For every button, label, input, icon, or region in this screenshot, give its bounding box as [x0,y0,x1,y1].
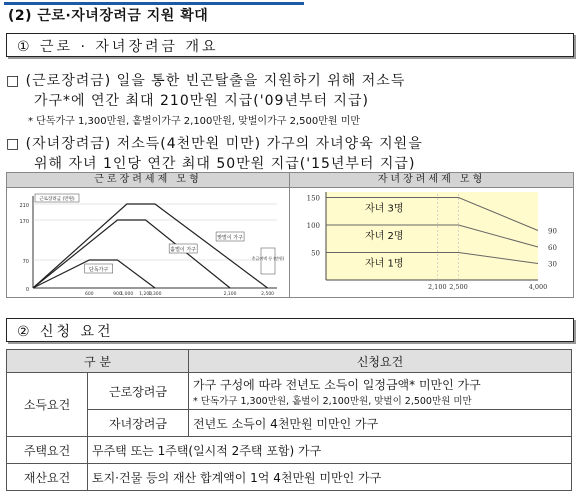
chart-1-series-line [33,220,230,288]
section-title-1: ① 근로 · 자녀장려금 개요 [17,39,219,55]
chart-2-fill [326,192,538,280]
chart-1-x-tick-label: 2,100 [223,292,237,296]
section-box-1 [6,33,574,57]
chart-1-x-tick-label: 1,200 [139,292,153,296]
chart-2-right-tick-label: 30 [548,260,557,269]
chart-1-x-tick-label: 600 [85,292,94,296]
chart-1-series-label: 맞벌이 가구 [217,235,243,241]
work-text: 가구 구성에 따라 전년도 소득이 일정금액* 미만인 가구 [193,377,481,392]
chart-1-series-label: 홑벌이 가구 [170,247,197,253]
chart-2-right-tick-label: 60 [548,244,557,252]
house-text: 무주택 또는 1주택(일시적 2주택 포함) 가구 [88,437,572,464]
asset-label: 재산요건 [7,464,88,491]
col-header-requirement: 신청요건 [189,350,572,373]
chart-1-legend-text: 근로장려금 (만원) [39,197,75,202]
chart-1-axis-note: 총급여액 등 (만원) [251,256,285,261]
bullet-2-line-1: □ (자녀장려금) 저소득(4천만원 미만) 가구의 자녀양육 지원을 [6,136,423,152]
chart-2-x-tick-label: 4,000 [528,283,548,291]
chart-1-axis-note-box [261,248,275,274]
chart-2-series-label: 자녀 1명 [365,258,404,270]
section-title-2: ② 신청 요건 [17,324,114,340]
chart-1-y-tick-label: 170 [19,219,29,225]
work-label: 근로장려금 [88,373,189,410]
chart-1-title: 근로장려세제 모형 [7,173,289,188]
chart-2-series-label: 자녀 3명 [365,203,404,215]
house-label: 주택요건 [7,437,88,464]
income-label: 소득요건 [7,373,88,437]
bullet-1-footnote: * 단독가구 1,300만원, 홑벌이가구 2,100만원, 맞벌이가구 2,500만원 미만 [28,116,361,127]
chart-1-y-tick-label: 0 [25,287,29,293]
child-text: 전년도 소득이 4천만원 미만인 가구 [189,410,572,437]
chart-1-x-tick-label: 1,300 [148,292,162,296]
child-label: 자녀장려금 [88,410,189,437]
page-title: (2) 근로·자녀장려금 지원 확대 [8,8,209,24]
chart-2-y-tick-label: 150 [306,194,320,203]
chart-2-right-tick-label: 90 [548,227,557,236]
charts-panel [6,172,574,298]
asset-text: 토지·건물 등의 재산 합계액이 1억 4천만원 미만인 가구 [88,464,572,491]
chart-2-svg [290,188,573,296]
chart-2-x-tick-label: 2,500 [449,283,468,291]
requirements-table [6,349,572,491]
bullet-1-line-2: 가구*에 연간 최대 210만원 지급('09년부터 지급) [34,93,369,109]
chart-1-series-label: 단독가구 [89,267,109,273]
col-header-category: 구 분 [7,350,189,373]
chart-2-y-tick-label: 50 [311,249,320,258]
chart-1-x-tick-label: 1,000 [120,292,134,296]
chart-2-y-tick-label: 100 [306,222,320,230]
work-cell [189,373,572,410]
bullet-2-line-2: 위해 자녀 1인당 연간 최대 50만원 지급('15년부터 지급) [34,156,416,172]
chart-1-series-line [33,204,268,288]
chart-2-title: 자녀장려세제 모형 [290,173,573,188]
chart-1-svg [7,188,289,296]
section-box-2 [6,318,574,342]
chart-1-y-tick-label: 210 [19,203,29,209]
chart-1-x-tick-label: 900 [113,292,122,296]
chart-1-x-tick-label: 2,500 [261,292,275,296]
work-note: * 단독가구 1,300만원, 홑벌이 2,100만원, 맞벌이 2,500만원 미만 [193,395,472,407]
bullet-1-line-1: □ (근로장려금) 일을 통한 빈곤탈출을 지원하기 위해 저소득 [6,73,406,89]
chart-1-y-tick-label: 70 [22,259,29,265]
chart-2-series-label: 자녀 2명 [365,231,404,242]
chart-2-x-tick-label: 2,100 [427,283,447,291]
